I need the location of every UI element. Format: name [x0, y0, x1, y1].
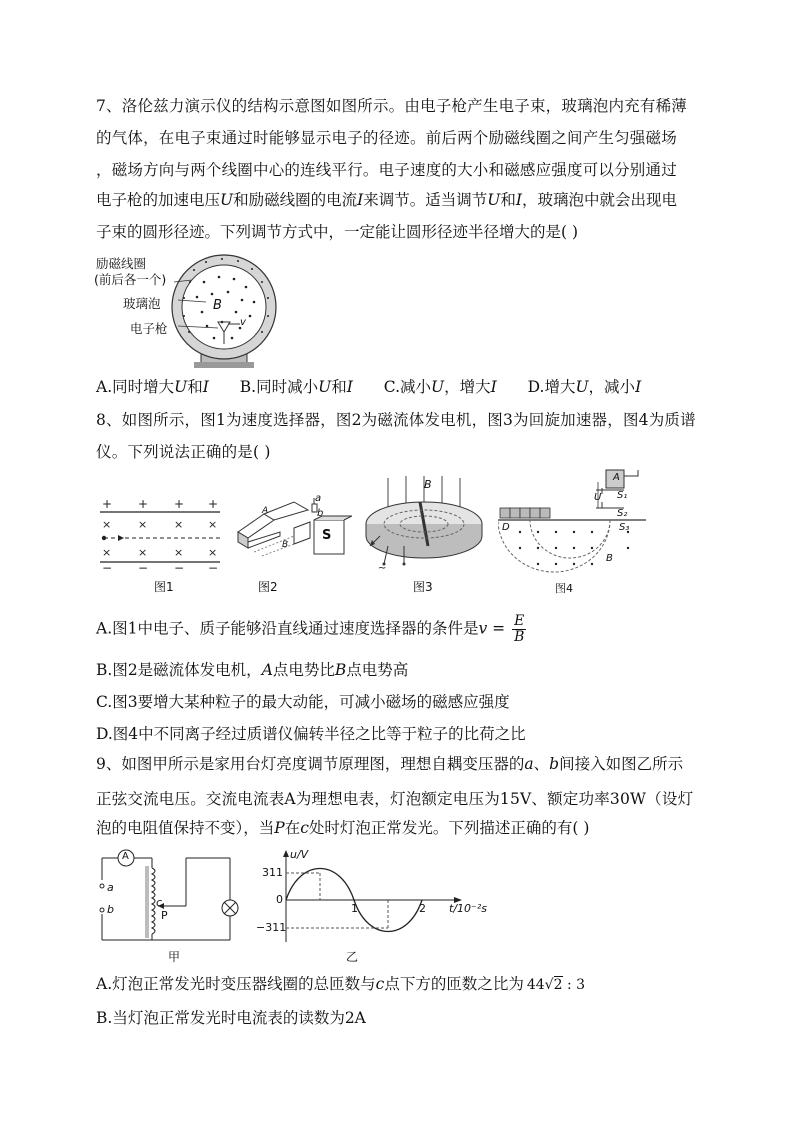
v-label: v	[240, 317, 246, 328]
svg-text:−: −	[174, 561, 185, 570]
q8-option-d[interactable]: D.图4中不同离子经过质谱仪偏转半径之比等于粒子的比荷之比	[96, 725, 526, 743]
figA-caption: 甲	[168, 950, 181, 964]
svg-text:×: ×	[138, 518, 148, 531]
sqrt-icon: √	[544, 977, 554, 993]
y-tick-zero: 0	[276, 893, 283, 906]
svg-text:×: ×	[208, 546, 218, 559]
q7-line1: 7、洛伦兹力演示仪的结构示意图如图所示。由电子枪产生电子束，玻璃泡内充有稀薄	[96, 97, 687, 115]
mhd-generator-figure	[234, 492, 352, 574]
x-tick-1: 1	[351, 902, 358, 915]
q8-option-c[interactable]: C.图3要增大某种粒子的最大动能，可减小磁场的磁感应强度	[96, 693, 510, 711]
svg-text:+: +	[138, 498, 149, 511]
fig3-ac: ~	[378, 563, 387, 574]
svg-text:×: ×	[174, 546, 184, 559]
y-tick-top: 311	[262, 866, 283, 879]
y-axis-label: u/V	[290, 848, 309, 861]
q7-option-b[interactable]: B.同时减小U和I	[239, 378, 353, 396]
fig2-a: a	[315, 493, 322, 504]
fig1-caption: 图1	[154, 580, 174, 594]
ammeter-icon: A	[122, 851, 129, 862]
svg-text:−: −	[138, 561, 149, 570]
q7-option-d[interactable]: D.增大U，减小I	[527, 378, 642, 396]
fig4-S3: S₃	[619, 522, 630, 533]
fig2-b: b	[317, 508, 324, 519]
q7-options	[96, 375, 641, 397]
fig2-A: A	[262, 506, 269, 516]
tap-c: c	[156, 896, 163, 909]
y-tick-bottom: −311	[256, 921, 287, 934]
svg-text:×: ×	[102, 518, 112, 531]
q8-option-a[interactable]: A.图1中电子、质子能够沿直线通过速度选择器的条件是v = $\frac{E}{B}$	[96, 613, 525, 645]
fig2-caption: 图2	[258, 580, 278, 594]
q9-option-a[interactable]: A.灯泡正常发光时变压器线圈的总匝数与c点下方的匝数之比为 44√2 : 3	[96, 975, 586, 993]
fig4-S2: S₂	[617, 508, 628, 519]
bulb-label: 玻璃泡	[123, 296, 161, 311]
autotransformer-circuit-figure	[96, 848, 246, 948]
fig4-S1: S₁	[617, 490, 628, 501]
velocity-selector-figure	[98, 498, 224, 570]
fig2-S: S	[322, 528, 332, 543]
q8-line1: 8、如图所示，图1为速度选择器，图2为磁流体发电机，图3为回旋加速器，图4为质谱	[96, 411, 696, 429]
fig4-caption: 图4	[555, 582, 573, 595]
q9-option-b[interactable]: B.当灯泡正常发光时电流表的读数为2A	[96, 1009, 366, 1027]
fraction-e-over-b: $\frac{E}{B}$	[514, 613, 525, 645]
q9-line2: 正弦交流电压。交流电流表A为理想电表，灯泡额定电压为15V、额定功率30W（设灯	[96, 790, 694, 808]
terminal-a: a	[107, 881, 114, 894]
coil-label-2: (前后各一个)	[94, 272, 167, 287]
fig4-B: B	[606, 553, 613, 564]
fig3-caption: 图3	[413, 580, 433, 594]
svg-text:×: ×	[174, 518, 184, 531]
q8-option-b[interactable]: B.图2是磁流体发电机，A点电势比B点电势高	[96, 661, 409, 679]
svg-text:+: +	[208, 498, 219, 511]
q9-line3: 泡的电阻值保持不变），当P在c处时灯泡正常发光。下列描述正确的有( )	[96, 819, 590, 837]
coil-label: 励磁线圈	[96, 256, 147, 271]
svg-text:×: ×	[208, 518, 218, 531]
svg-text:+: +	[174, 498, 185, 511]
svg-text:+: +	[102, 498, 113, 511]
svg-text:×: ×	[102, 546, 112, 559]
q7-line5: 子束的圆形径迹。下列调节方式中，一定能让圆形径迹半径增大的是( )	[96, 223, 579, 241]
q8-line2: 仪。下列说法正确的是( )	[96, 443, 271, 461]
svg-text:−: −	[102, 561, 113, 570]
fig3-B: B	[424, 478, 432, 491]
fig4-U: U	[594, 492, 602, 503]
x-axis-label: t/10⁻²s	[449, 902, 487, 915]
svg-text:−: −	[208, 561, 219, 570]
terminal-b: b	[107, 903, 114, 916]
q7-option-a[interactable]: A.同时增大U和I	[96, 378, 209, 396]
q7-line2: 的气体，在电子束通过时能够显示电子的径迹。前后两个励磁线圈之间产生匀强磁场	[96, 129, 677, 147]
slider-P: P	[161, 909, 168, 922]
q7-line4: 电子枪的加速电压U和励磁线圈的电流I来调节。适当调节U和I，玻璃泡中就会出现电	[96, 191, 677, 209]
q7-option-c[interactable]: C.减小U，增大I	[383, 378, 497, 396]
x-tick-2: 2	[419, 902, 426, 915]
fig4-D: D	[502, 522, 510, 533]
gun-label: 电子枪	[130, 321, 168, 336]
svg-text:×: ×	[138, 546, 148, 559]
b-field-label: B	[213, 298, 222, 313]
fig2-B: B	[282, 540, 289, 550]
q9-line1: 9、如图甲所示是家用台灯亮度调节原理图，理想自耦变压器的a、b间接入如图乙所示	[96, 755, 684, 773]
figB-caption: 乙	[346, 950, 359, 964]
fig4-A: A	[613, 472, 620, 483]
q7-line3: ，磁场方向与两个线圈中心的连线平行。电子速度的大小和磁感应强度可以分别通过	[96, 161, 677, 179]
